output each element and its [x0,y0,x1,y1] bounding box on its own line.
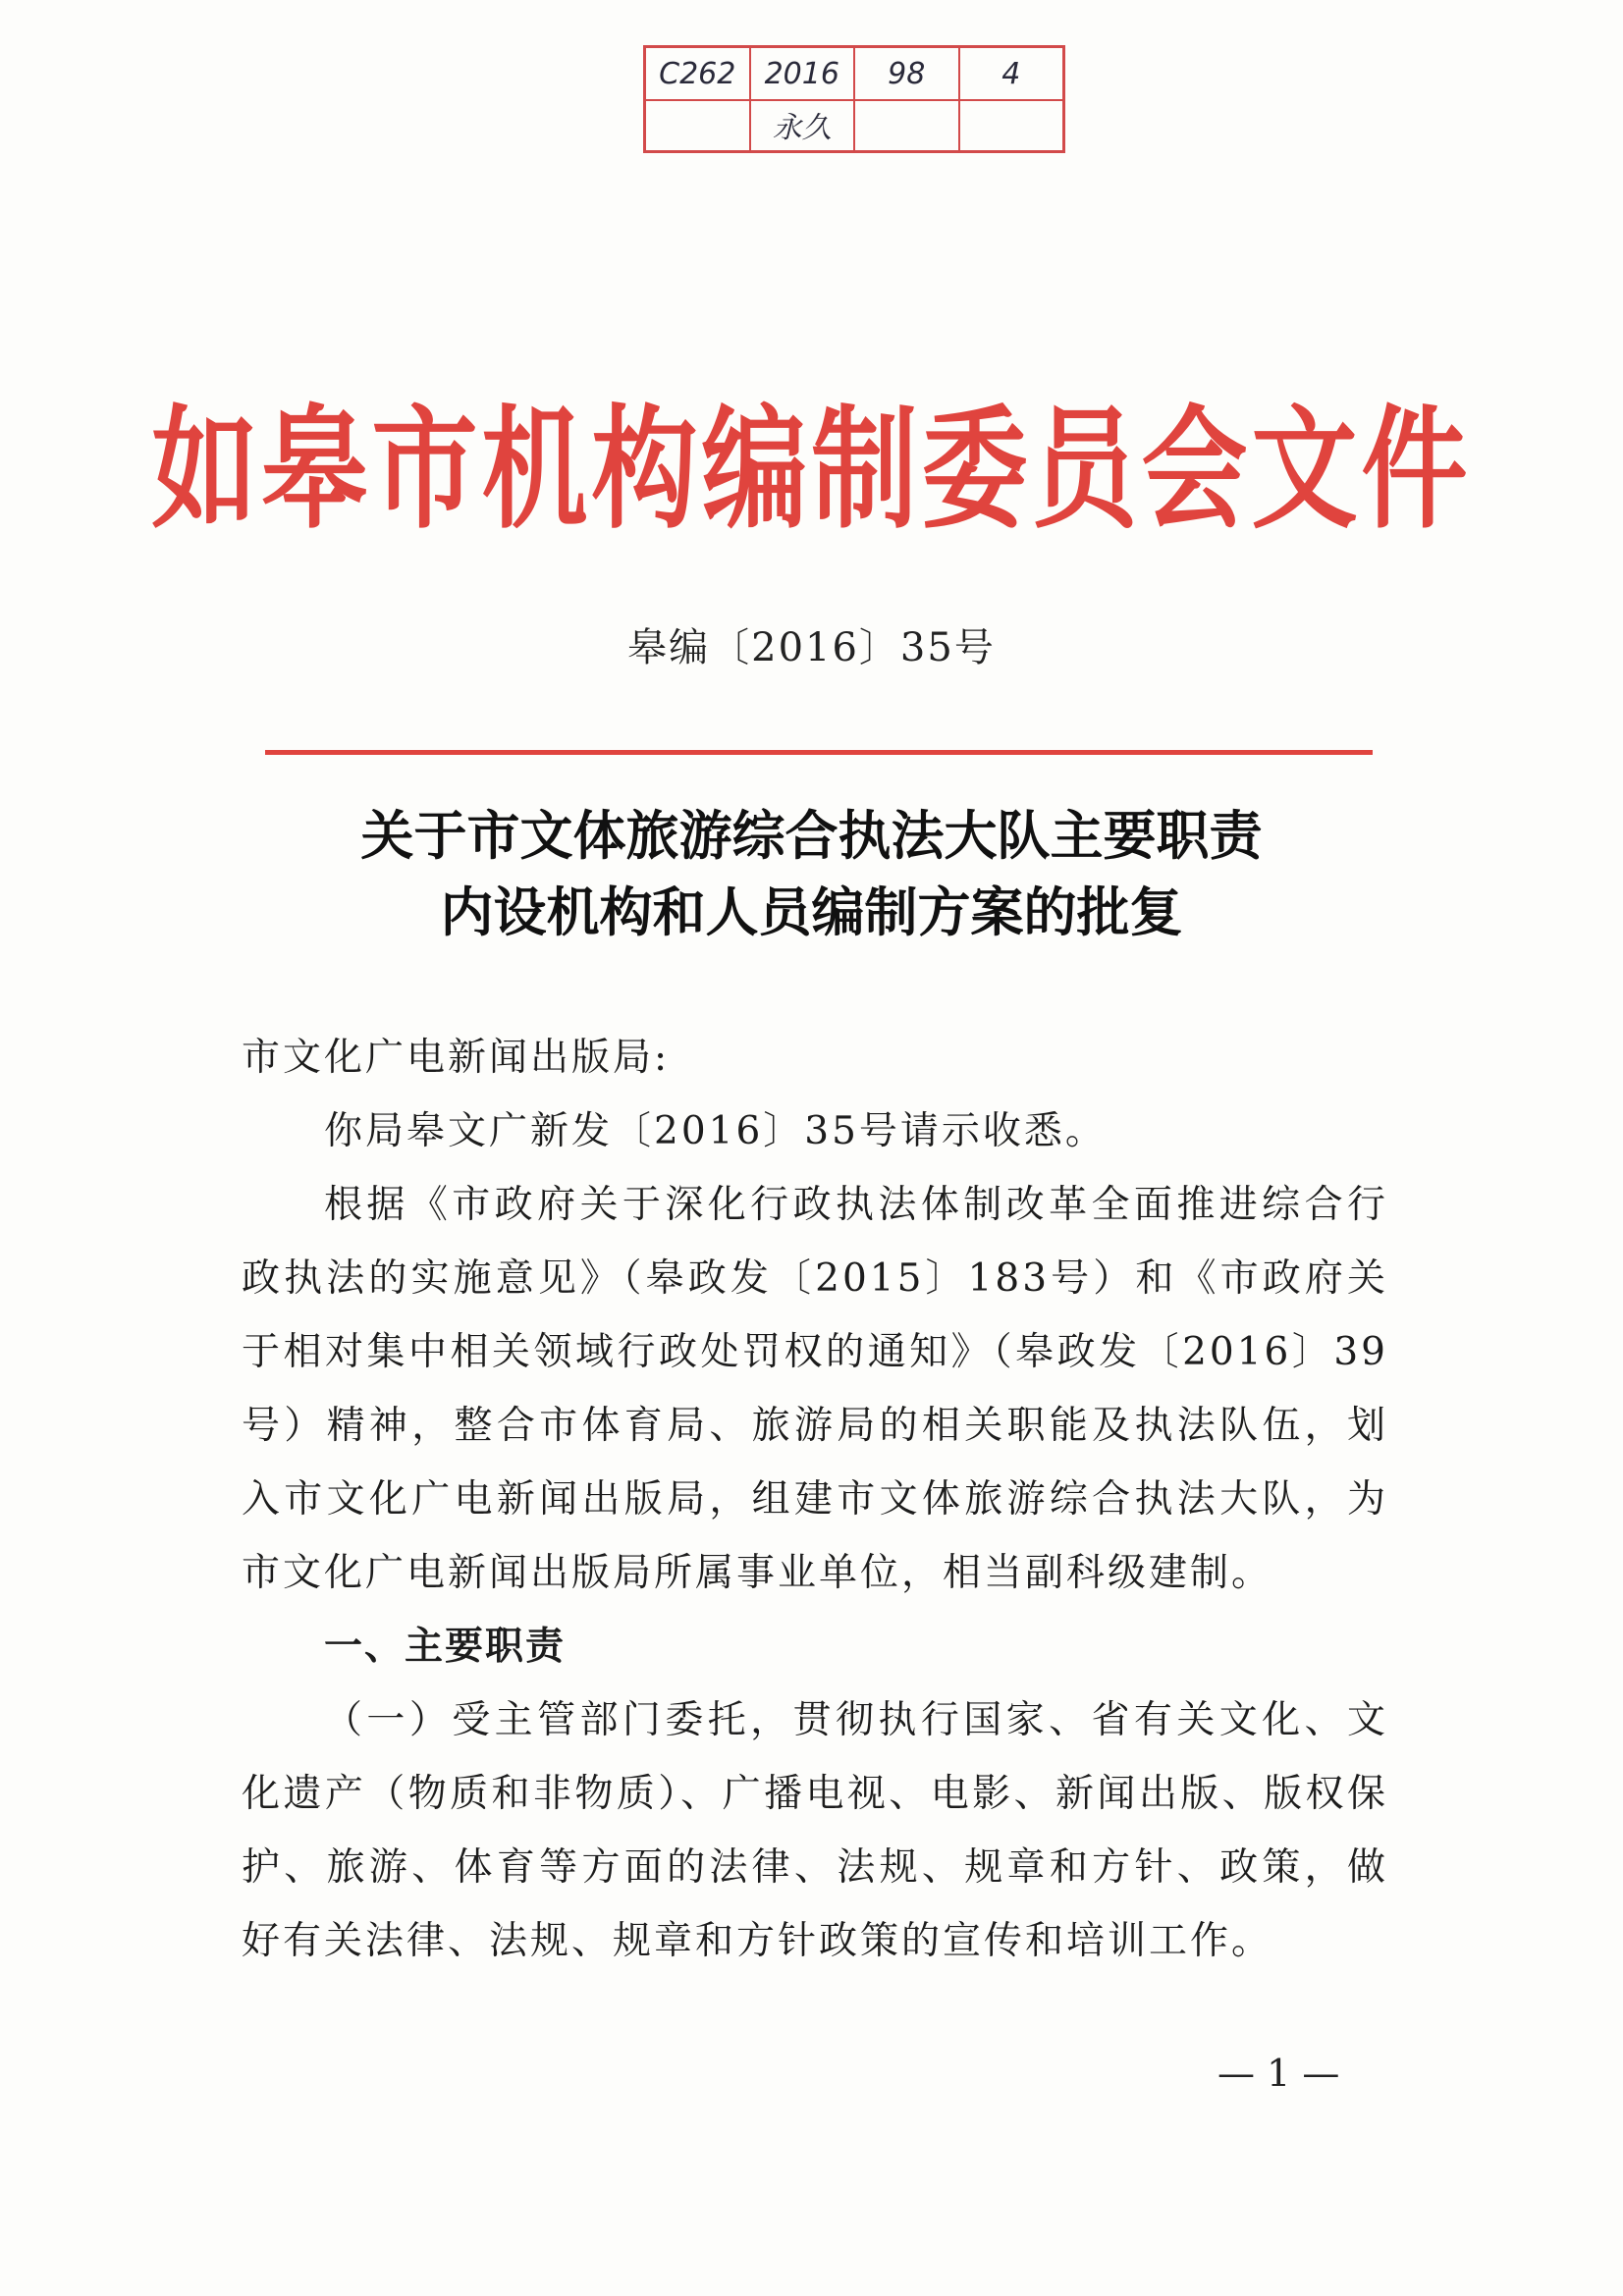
stamp-cell-empty-1 [646,99,751,150]
stamp-cell-code: C262 [646,48,751,99]
issuer-header-title: 如皋市机构编制委员会文件 [151,393,1472,548]
subject-line-2: 内设机构和人员编制方案的批复 [440,881,1183,943]
body-paragraph-1: 你局皋文广新发〔2016〕35号请示收悉。 [324,1109,1107,1153]
section-heading-1: 一、主要职责 [324,1625,567,1669]
stamp-cell-file: 98 [855,48,960,99]
stamp-row-2 [646,99,1062,150]
page-number: — 1 — [1217,2052,1340,2095]
body-paragraph-3: （一）受主管部门委托，贯彻执行国家、省有关文化、文化遗产（物质和非物质）、广播电视、电影、新闻出版、版权保护、旅游、体育等方面的法律、法规、规章和方针、政策，做好有关法律、法规、规章和方针政策的宣传和培训工作。 [242,1698,1388,1963]
stamp-cell-year: 2016 [751,48,856,99]
document-number: 皋编〔2016〕35号 [627,625,996,670]
recipient-line: 市文化广电新闻出版局: [242,1036,671,1080]
stamp-cell-pages: 4 [1001,56,1021,91]
stamp-row-1 [646,48,1062,101]
body-paragraph-2: 根据《市政府关于深化行政执法体制改革全面推进综合行政执法的实施意见》（皋政发〔2015〕183号）和《市政府关于相对集中相关领域行政处罚权的通知》（皋政发〔2016〕39号）精神，整合市体育局、旅游局的相关职能及执法队伍，划入市文化广电新闻出版局，组建市文体旅游综合执法大队，为市文化广电新闻出版局所属事业单位，相当副科级建制。 [242,1183,1388,1595]
stamp-cell-empty-3 [960,99,1063,150]
archive-stamp [643,45,1065,153]
subject-line-1: 关于市文体旅游综合执法大队主要职责 [360,804,1263,867]
document-subject [0,797,1623,950]
stamp-cell-empty-2 [855,99,960,150]
red-separator-line [265,750,1373,755]
stamp-cell-retention: 永久 [751,99,856,150]
document-body [242,1021,1388,1978]
